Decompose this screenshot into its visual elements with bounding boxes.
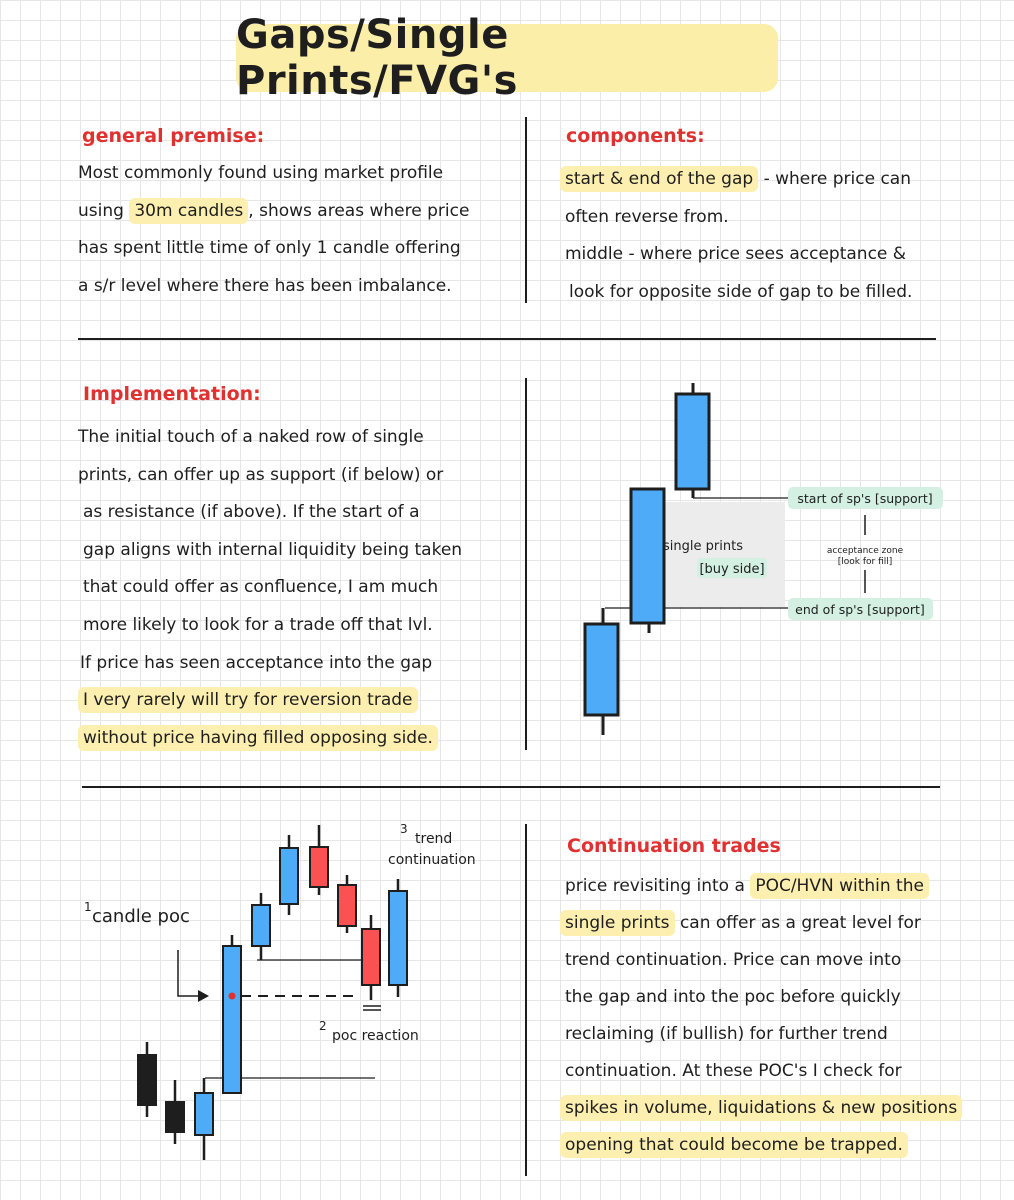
impl-highlight-1: I very rarely will try for reversion trade [78, 687, 418, 713]
candle-2-body [631, 489, 664, 623]
general-line-3: has spent little time of only 1 candle offering [78, 238, 461, 258]
cont-line-7 [560, 1090, 1000, 1127]
general-premise-text [78, 155, 518, 305]
divider-horizontal-1 [78, 338, 936, 340]
impl-line-7: If price has seen acceptance into the gap [80, 652, 433, 673]
general-line-4: a s/r level where there has been imbalance. [78, 275, 452, 296]
black-candle-1-body [138, 1055, 156, 1105]
impl-line-9 [78, 720, 518, 758]
general-highlight-30m: 30m candles [129, 198, 248, 224]
general-line-1: Most commonly found using market profile [78, 163, 444, 183]
impl-line-2: prints, can offer up as support (if below) or [78, 464, 444, 485]
start-label: start of sp's [support] [797, 491, 933, 506]
cont-highlight-single-prints: single prints [560, 910, 675, 936]
components-heading: components: [566, 125, 705, 147]
cont-line-5: reclaiming (if bullish) for further trend [565, 1024, 888, 1044]
buy-side-label: [buy side] [699, 562, 765, 577]
single-prints-diagram [560, 375, 960, 745]
single-prints-label: single prints [663, 539, 743, 554]
cont-line-4: the gap and into the poc before quickly [565, 987, 901, 1007]
impl-line-3: as resistance (if above). If the start of a [83, 502, 420, 523]
general-line-2-pre: using [78, 200, 130, 221]
impl-line-6: more likely to look for a trade off that lvl. [83, 614, 433, 635]
cont-line-2-post: can offer as a great level for [674, 913, 921, 933]
components-line-1-post: - where price can [758, 169, 911, 189]
end-label: end of sp's [support] [795, 602, 925, 617]
cont-highlight-opening: opening that could become be trapped. [560, 1132, 908, 1158]
label-number-2: 2 [319, 1019, 327, 1033]
cont-line-3: trend continuation. Price can move into [565, 950, 902, 970]
components-line-3: middle - where price sees acceptance & [565, 244, 907, 264]
acceptance-zone-label: acceptance zone [826, 546, 904, 556]
candle-1-body [585, 624, 618, 715]
final-blue-candle-body [389, 891, 407, 985]
components-text [560, 161, 1000, 311]
components-line-4: look for opposite side of gap to be filled. [569, 281, 913, 302]
poc-dot [229, 993, 236, 1000]
divider-horizontal-2 [82, 786, 940, 788]
trend-label: trend [415, 831, 453, 847]
implementation-text [78, 419, 518, 757]
candle-poc-label: candle poc [92, 906, 190, 927]
implementation-heading: Implementation: [83, 383, 261, 405]
label-number-3: 3 [400, 822, 408, 836]
divider-top-vertical [525, 117, 527, 303]
divider-middle-vertical [525, 378, 527, 750]
red-candle-1-body [310, 847, 328, 887]
impl-line-1: The initial touch of a naked row of single [78, 427, 424, 447]
label-number-1: 1 [84, 900, 92, 914]
page-title: Gaps/Single Prints/FVG's [236, 24, 778, 92]
general-line-2-post: , shows areas where price [248, 200, 470, 221]
components-highlight-start-end: start & end of the gap [560, 166, 758, 192]
continuation-heading: Continuation trades [567, 835, 781, 857]
arrow-shaft [178, 950, 204, 996]
general-premise-heading: general premise: [82, 125, 265, 147]
black-candle-2-body [166, 1102, 184, 1132]
single-prints-zone [663, 502, 785, 607]
continuation-text [560, 868, 1000, 1164]
poc-reaction-label: poc reaction [332, 1028, 419, 1044]
general-line-2 [78, 193, 518, 231]
continuation-label: continuation [388, 852, 476, 868]
cont-line-8 [560, 1127, 1000, 1164]
impl-line-8 [78, 682, 518, 720]
small-blue-candle-body [195, 1093, 213, 1135]
poc-diagram [70, 815, 490, 1175]
up-candle-1-body [252, 905, 270, 946]
cont-line-1 [560, 868, 1000, 905]
red-candle-2-body [338, 885, 356, 926]
candle-3-body [676, 394, 709, 489]
red-candle-3-body [362, 929, 380, 985]
cont-line-2 [560, 905, 1000, 942]
cont-line-6: continuation. At these POC's I check for [565, 1061, 902, 1081]
poc-candle-body [223, 946, 241, 1093]
impl-highlight-2: without price having filled opposing side. [78, 725, 438, 751]
arrow-head-icon [198, 990, 209, 1002]
up-candle-2-body [280, 848, 298, 904]
impl-line-4: gap aligns with internal liquidity being taken [83, 539, 463, 560]
components-line-1 [560, 161, 1000, 199]
components-line-2: often reverse from. [565, 206, 729, 227]
cont-highlight-spikes: spikes in volume, liquidations & new positions [560, 1095, 962, 1121]
divider-bottom-vertical [525, 824, 527, 1176]
impl-line-5: that could offer as confluence, I am much [83, 577, 439, 598]
cont-highlight-poc: POC/HVN within the [750, 873, 929, 899]
cont-line-1-pre: price revisiting into a [565, 876, 751, 896]
look-for-fill-label: [look for fill] [837, 557, 893, 567]
